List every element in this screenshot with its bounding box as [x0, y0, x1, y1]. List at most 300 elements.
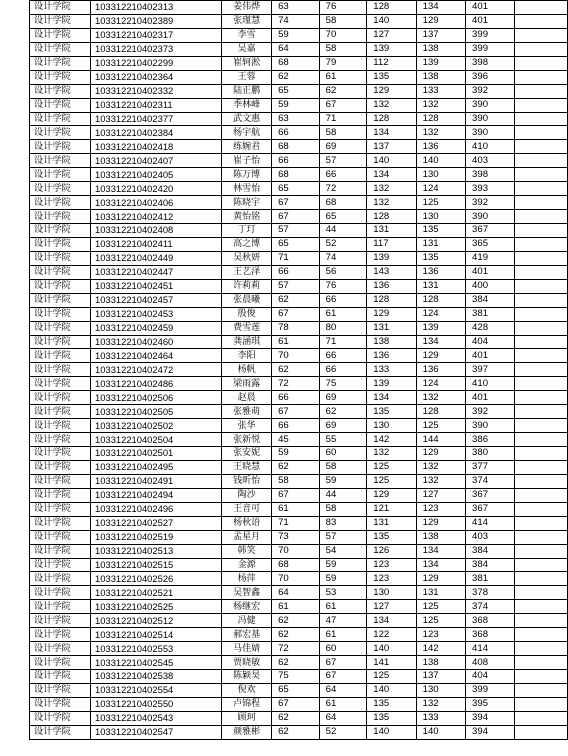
school-cell: 设计学院 [30, 405, 91, 419]
empty-cell [515, 154, 568, 168]
total-score-cell: 404 [466, 335, 515, 349]
politics-score-cell: 61 [272, 600, 320, 614]
empty-cell [515, 307, 568, 321]
exam-id-cell: 103312210402313 [91, 1, 222, 15]
table-row [30, 725, 568, 739]
total-score-cell: 393 [466, 182, 515, 196]
subject1-score-cell: 128 [367, 293, 416, 307]
school-cell: 设计学院 [30, 293, 91, 307]
politics-score-cell: 64 [272, 586, 320, 600]
subject2-score-cell: 125 [416, 614, 465, 628]
school-cell: 设计学院 [30, 154, 91, 168]
school-cell: 设计学院 [30, 433, 91, 447]
name-cell: 李雪 [222, 28, 272, 42]
subject1-score-cell: 131 [367, 224, 416, 238]
school-cell: 设计学院 [30, 28, 91, 42]
subject2-score-cell: 130 [416, 683, 465, 697]
subject2-score-cell: 123 [416, 628, 465, 642]
politics-score-cell: 62 [272, 293, 320, 307]
subject1-score-cell: 132 [367, 182, 416, 196]
name-cell: 杨继宏 [222, 600, 272, 614]
total-score-cell: 401 [466, 1, 515, 15]
name-cell: 陈万博 [222, 168, 272, 182]
politics-score-cell: 63 [272, 112, 320, 126]
school-cell: 设计学院 [30, 530, 91, 544]
politics-score-cell: 62 [272, 628, 320, 642]
name-cell: 许莉莉 [222, 279, 272, 293]
subject2-score-cell: 132 [416, 126, 465, 140]
exam-id-cell: 103312210402504 [91, 433, 222, 447]
empty-cell [515, 628, 568, 642]
subject2-score-cell: 134 [416, 558, 465, 572]
total-score-cell: 374 [466, 600, 515, 614]
table-row [30, 433, 568, 447]
table-row [30, 168, 568, 182]
politics-score-cell: 75 [272, 670, 320, 684]
empty-cell [515, 210, 568, 224]
school-cell: 设计学院 [30, 628, 91, 642]
politics-score-cell: 58 [272, 474, 320, 488]
english-score-cell: 58 [319, 126, 367, 140]
subject1-score-cell: 126 [367, 544, 416, 558]
exam-id-cell: 103312210402495 [91, 460, 222, 474]
english-score-cell: 75 [319, 377, 367, 391]
total-score-cell: 390 [466, 126, 515, 140]
table-row [30, 586, 568, 600]
name-cell: 李阳 [222, 349, 272, 363]
exam-id-cell: 103312210402538 [91, 670, 222, 684]
subject1-score-cell: 128 [367, 210, 416, 224]
name-cell: 陈晓宇 [222, 196, 272, 210]
subject2-score-cell: 127 [416, 488, 465, 502]
subject1-score-cell: 121 [367, 502, 416, 516]
english-score-cell: 53 [319, 586, 367, 600]
exam-id-cell: 103312210402420 [91, 182, 222, 196]
subject1-score-cell: 140 [367, 725, 416, 739]
subject1-score-cell: 139 [367, 42, 416, 56]
name-cell: 杨萍 [222, 572, 272, 586]
politics-score-cell: 71 [272, 251, 320, 265]
subject1-score-cell: 134 [367, 391, 416, 405]
exam-id-cell: 103312210402464 [91, 349, 222, 363]
empty-cell [515, 558, 568, 572]
subject2-score-cell: 123 [416, 502, 465, 516]
name-cell: 吴秋妍 [222, 251, 272, 265]
total-score-cell: 401 [466, 265, 515, 279]
total-score-cell: 394 [466, 725, 515, 739]
subject1-score-cell: 134 [367, 168, 416, 182]
subject1-score-cell: 132 [367, 196, 416, 210]
name-cell: 倪欢 [222, 683, 272, 697]
english-score-cell: 67 [319, 98, 367, 112]
subject1-score-cell: 132 [367, 98, 416, 112]
name-cell: 贾晓敏 [222, 656, 272, 670]
school-cell: 设计学院 [30, 614, 91, 628]
subject1-score-cell: 134 [367, 126, 416, 140]
total-score-cell: 419 [466, 251, 515, 265]
subject2-score-cell: 129 [416, 516, 465, 530]
exam-id-cell: 103312210402332 [91, 84, 222, 98]
politics-score-cell: 70 [272, 349, 320, 363]
empty-cell [515, 572, 568, 586]
empty-cell [515, 349, 568, 363]
table-row [30, 84, 568, 98]
subject1-score-cell: 139 [367, 377, 416, 391]
total-score-cell: 428 [466, 321, 515, 335]
table-row [30, 516, 568, 530]
politics-score-cell: 57 [272, 279, 320, 293]
table-row [30, 558, 568, 572]
school-cell: 设计学院 [30, 321, 91, 335]
name-cell: 赵晨 [222, 391, 272, 405]
name-cell: 陆正鹏 [222, 84, 272, 98]
exam-id-cell: 103312210402406 [91, 196, 222, 210]
total-score-cell: 414 [466, 516, 515, 530]
english-score-cell: 83 [319, 516, 367, 530]
exam-id-cell: 103312210402377 [91, 112, 222, 126]
school-cell: 设计学院 [30, 126, 91, 140]
empty-cell [515, 377, 568, 391]
english-score-cell: 71 [319, 335, 367, 349]
empty-cell [515, 683, 568, 697]
empty-cell [515, 196, 568, 210]
subject1-score-cell: 143 [367, 265, 416, 279]
empty-cell [515, 530, 568, 544]
total-score-cell: 368 [466, 628, 515, 642]
table-row [30, 196, 568, 210]
exam-id-cell: 103312210402506 [91, 391, 222, 405]
politics-score-cell: 74 [272, 14, 320, 28]
subject1-score-cell: 135 [367, 711, 416, 725]
exam-id-cell: 103312210402373 [91, 42, 222, 56]
subject2-score-cell: 140 [416, 725, 465, 739]
name-cell: 练婉君 [222, 140, 272, 154]
name-cell: 韩笑 [222, 544, 272, 558]
school-cell: 设计学院 [30, 572, 91, 586]
politics-score-cell: 61 [272, 502, 320, 516]
school-cell: 设计学院 [30, 14, 91, 28]
name-cell: 张晨曦 [222, 293, 272, 307]
total-score-cell: 367 [466, 224, 515, 238]
exam-id-cell: 103312210402519 [91, 530, 222, 544]
total-score-cell: 401 [466, 349, 515, 363]
exam-id-cell: 103312210402459 [91, 321, 222, 335]
table-row [30, 391, 568, 405]
exam-id-cell: 103312210402550 [91, 697, 222, 711]
school-cell: 设计学院 [30, 419, 91, 433]
exam-id-cell: 103312210402486 [91, 377, 222, 391]
exam-id-cell: 103312210402408 [91, 224, 222, 238]
english-score-cell: 61 [319, 697, 367, 711]
total-score-cell: 377 [466, 460, 515, 474]
english-score-cell: 59 [319, 572, 367, 586]
subject2-score-cell: 131 [416, 586, 465, 600]
empty-cell [515, 614, 568, 628]
empty-cell [515, 98, 568, 112]
politics-score-cell: 62 [272, 725, 320, 739]
name-cell: 王晓慧 [222, 460, 272, 474]
empty-cell [515, 642, 568, 656]
empty-cell [515, 126, 568, 140]
empty-cell [515, 168, 568, 182]
table-row [30, 237, 568, 251]
name-cell: 顾珂 [222, 711, 272, 725]
table-row [30, 502, 568, 516]
politics-score-cell: 67 [272, 697, 320, 711]
politics-score-cell: 68 [272, 56, 320, 70]
subject2-score-cell: 140 [416, 154, 465, 168]
subject2-score-cell: 130 [416, 210, 465, 224]
politics-score-cell: 72 [272, 642, 320, 656]
school-cell: 设计学院 [30, 196, 91, 210]
school-cell: 设计学院 [30, 502, 91, 516]
subject1-score-cell: 125 [367, 460, 416, 474]
exam-id-cell: 103312210402526 [91, 572, 222, 586]
empty-cell [515, 697, 568, 711]
total-score-cell: 367 [466, 488, 515, 502]
english-score-cell: 44 [319, 488, 367, 502]
total-score-cell: 386 [466, 433, 515, 447]
table-row [30, 488, 568, 502]
total-score-cell: 384 [466, 558, 515, 572]
school-cell: 设计学院 [30, 279, 91, 293]
politics-score-cell: 66 [272, 419, 320, 433]
exam-id-cell: 103312210402317 [91, 28, 222, 42]
name-cell: 吴嘉 [222, 42, 272, 56]
school-cell: 设计学院 [30, 544, 91, 558]
exam-id-cell: 103312210402512 [91, 614, 222, 628]
total-score-cell: 398 [466, 56, 515, 70]
subject1-score-cell: 131 [367, 516, 416, 530]
school-cell: 设计学院 [30, 600, 91, 614]
subject2-score-cell: 138 [416, 70, 465, 84]
subject2-score-cell: 134 [416, 335, 465, 349]
english-score-cell: 62 [319, 84, 367, 98]
subject2-score-cell: 134 [416, 544, 465, 558]
table-row [30, 140, 568, 154]
table-row [30, 70, 568, 84]
school-cell: 设计学院 [30, 210, 91, 224]
name-cell: 吴智鑫 [222, 586, 272, 600]
empty-cell [515, 516, 568, 530]
table-row [30, 642, 568, 656]
subject2-score-cell: 133 [416, 84, 465, 98]
politics-score-cell: 65 [272, 237, 320, 251]
total-score-cell: 392 [466, 405, 515, 419]
exam-id-cell: 103312210402405 [91, 168, 222, 182]
total-score-cell: 374 [466, 474, 515, 488]
empty-cell [515, 335, 568, 349]
empty-cell [515, 405, 568, 419]
empty-cell [515, 1, 568, 15]
empty-cell [515, 433, 568, 447]
english-score-cell: 59 [319, 474, 367, 488]
table-row [30, 349, 568, 363]
english-score-cell: 66 [319, 168, 367, 182]
school-cell: 设计学院 [30, 265, 91, 279]
school-cell: 设计学院 [30, 182, 91, 196]
english-score-cell: 76 [319, 279, 367, 293]
english-score-cell: 64 [319, 711, 367, 725]
politics-score-cell: 65 [272, 182, 320, 196]
school-cell: 设计学院 [30, 363, 91, 377]
exam-id-cell: 103312210402460 [91, 335, 222, 349]
school-cell: 设计学院 [30, 447, 91, 461]
politics-score-cell: 72 [272, 377, 320, 391]
name-cell: 杨宇航 [222, 126, 272, 140]
english-score-cell: 66 [319, 349, 367, 363]
subject2-score-cell: 139 [416, 56, 465, 70]
name-cell: 杨秋语 [222, 516, 272, 530]
name-cell: 丁玎 [222, 224, 272, 238]
english-score-cell: 76 [319, 1, 367, 15]
table-row [30, 14, 568, 28]
exam-id-cell: 103312210402453 [91, 307, 222, 321]
empty-cell [515, 656, 568, 670]
table-row [30, 210, 568, 224]
subject2-score-cell: 136 [416, 140, 465, 154]
subject2-score-cell: 139 [416, 321, 465, 335]
subject1-score-cell: 122 [367, 628, 416, 642]
table-row [30, 126, 568, 140]
subject2-score-cell: 137 [416, 670, 465, 684]
table-row [30, 614, 568, 628]
table-row [30, 670, 568, 684]
politics-score-cell: 71 [272, 516, 320, 530]
subject1-score-cell: 142 [367, 433, 416, 447]
school-cell: 设计学院 [30, 70, 91, 84]
politics-score-cell: 57 [272, 224, 320, 238]
subject1-score-cell: 112 [367, 56, 416, 70]
politics-score-cell: 67 [272, 405, 320, 419]
politics-score-cell: 73 [272, 530, 320, 544]
name-cell: 杨帆 [222, 363, 272, 377]
empty-cell [515, 725, 568, 739]
subject2-score-cell: 132 [416, 460, 465, 474]
total-score-cell: 384 [466, 544, 515, 558]
name-cell: 姜伟烨 [222, 1, 272, 15]
politics-score-cell: 68 [272, 168, 320, 182]
total-score-cell: 390 [466, 419, 515, 433]
table-row [30, 224, 568, 238]
politics-score-cell: 59 [272, 98, 320, 112]
english-score-cell: 72 [319, 182, 367, 196]
name-cell: 梁雨露 [222, 377, 272, 391]
politics-score-cell: 68 [272, 558, 320, 572]
empty-cell [515, 251, 568, 265]
school-cell: 设计学院 [30, 335, 91, 349]
english-score-cell: 47 [319, 614, 367, 628]
politics-score-cell: 67 [272, 307, 320, 321]
politics-score-cell: 62 [272, 614, 320, 628]
english-score-cell: 68 [319, 196, 367, 210]
english-score-cell: 57 [319, 154, 367, 168]
english-score-cell: 61 [319, 70, 367, 84]
politics-score-cell: 68 [272, 140, 320, 154]
total-score-cell: 392 [466, 84, 515, 98]
politics-score-cell: 66 [272, 391, 320, 405]
exam-id-cell: 103312210402547 [91, 725, 222, 739]
english-score-cell: 44 [319, 224, 367, 238]
english-score-cell: 55 [319, 433, 367, 447]
subject2-score-cell: 125 [416, 419, 465, 433]
name-cell: 陶沙 [222, 488, 272, 502]
total-score-cell: 404 [466, 670, 515, 684]
name-cell: 冯健 [222, 614, 272, 628]
politics-score-cell: 64 [272, 42, 320, 56]
name-cell: 陈颖昊 [222, 670, 272, 684]
school-cell: 设计学院 [30, 711, 91, 725]
exam-id-cell: 103312210402496 [91, 502, 222, 516]
politics-score-cell: 78 [272, 321, 320, 335]
total-score-cell: 381 [466, 307, 515, 321]
subject2-score-cell: 124 [416, 307, 465, 321]
subject1-score-cell: 135 [367, 405, 416, 419]
name-cell: 季林峰 [222, 98, 272, 112]
school-cell: 设计学院 [30, 168, 91, 182]
name-cell: 张瑾慧 [222, 14, 272, 28]
empty-cell [515, 42, 568, 56]
subject1-score-cell: 132 [367, 447, 416, 461]
english-score-cell: 56 [319, 265, 367, 279]
exam-id-cell: 103312210402457 [91, 293, 222, 307]
exam-id-cell: 103312210402491 [91, 474, 222, 488]
exam-id-cell: 103312210402412 [91, 210, 222, 224]
exam-id-cell: 103312210402411 [91, 237, 222, 251]
subject1-score-cell: 127 [367, 28, 416, 42]
exam-id-cell: 103312210402364 [91, 70, 222, 84]
exam-id-cell: 103312210402494 [91, 488, 222, 502]
name-cell: 殷俊 [222, 307, 272, 321]
empty-cell [515, 265, 568, 279]
name-cell: 张新悦 [222, 433, 272, 447]
total-score-cell: 390 [466, 112, 515, 126]
english-score-cell: 66 [319, 363, 367, 377]
subject2-score-cell: 128 [416, 405, 465, 419]
total-score-cell: 380 [466, 447, 515, 461]
table-row [30, 544, 568, 558]
table-row [30, 335, 568, 349]
english-score-cell: 58 [319, 460, 367, 474]
table-body [30, 1, 568, 740]
exam-id-cell: 103312210402407 [91, 154, 222, 168]
school-cell: 设计学院 [30, 224, 91, 238]
total-score-cell: 399 [466, 683, 515, 697]
table-row [30, 711, 568, 725]
table-row [30, 98, 568, 112]
subject2-score-cell: 136 [416, 363, 465, 377]
subject2-score-cell: 134 [416, 1, 465, 15]
table-row [30, 112, 568, 126]
subject2-score-cell: 142 [416, 642, 465, 656]
name-cell: 金源 [222, 558, 272, 572]
exam-id-cell: 103312210402447 [91, 265, 222, 279]
school-cell: 设计学院 [30, 307, 91, 321]
english-score-cell: 60 [319, 447, 367, 461]
total-score-cell: 401 [466, 391, 515, 405]
subject1-score-cell: 141 [367, 656, 416, 670]
english-score-cell: 62 [319, 405, 367, 419]
subject2-score-cell: 125 [416, 196, 465, 210]
subject1-score-cell: 129 [367, 84, 416, 98]
politics-score-cell: 62 [272, 460, 320, 474]
politics-score-cell: 62 [272, 70, 320, 84]
subject2-score-cell: 138 [416, 42, 465, 56]
subject2-score-cell: 132 [416, 474, 465, 488]
name-cell: 王音可 [222, 502, 272, 516]
subject1-score-cell: 140 [367, 154, 416, 168]
exam-id-cell: 103312210402553 [91, 642, 222, 656]
